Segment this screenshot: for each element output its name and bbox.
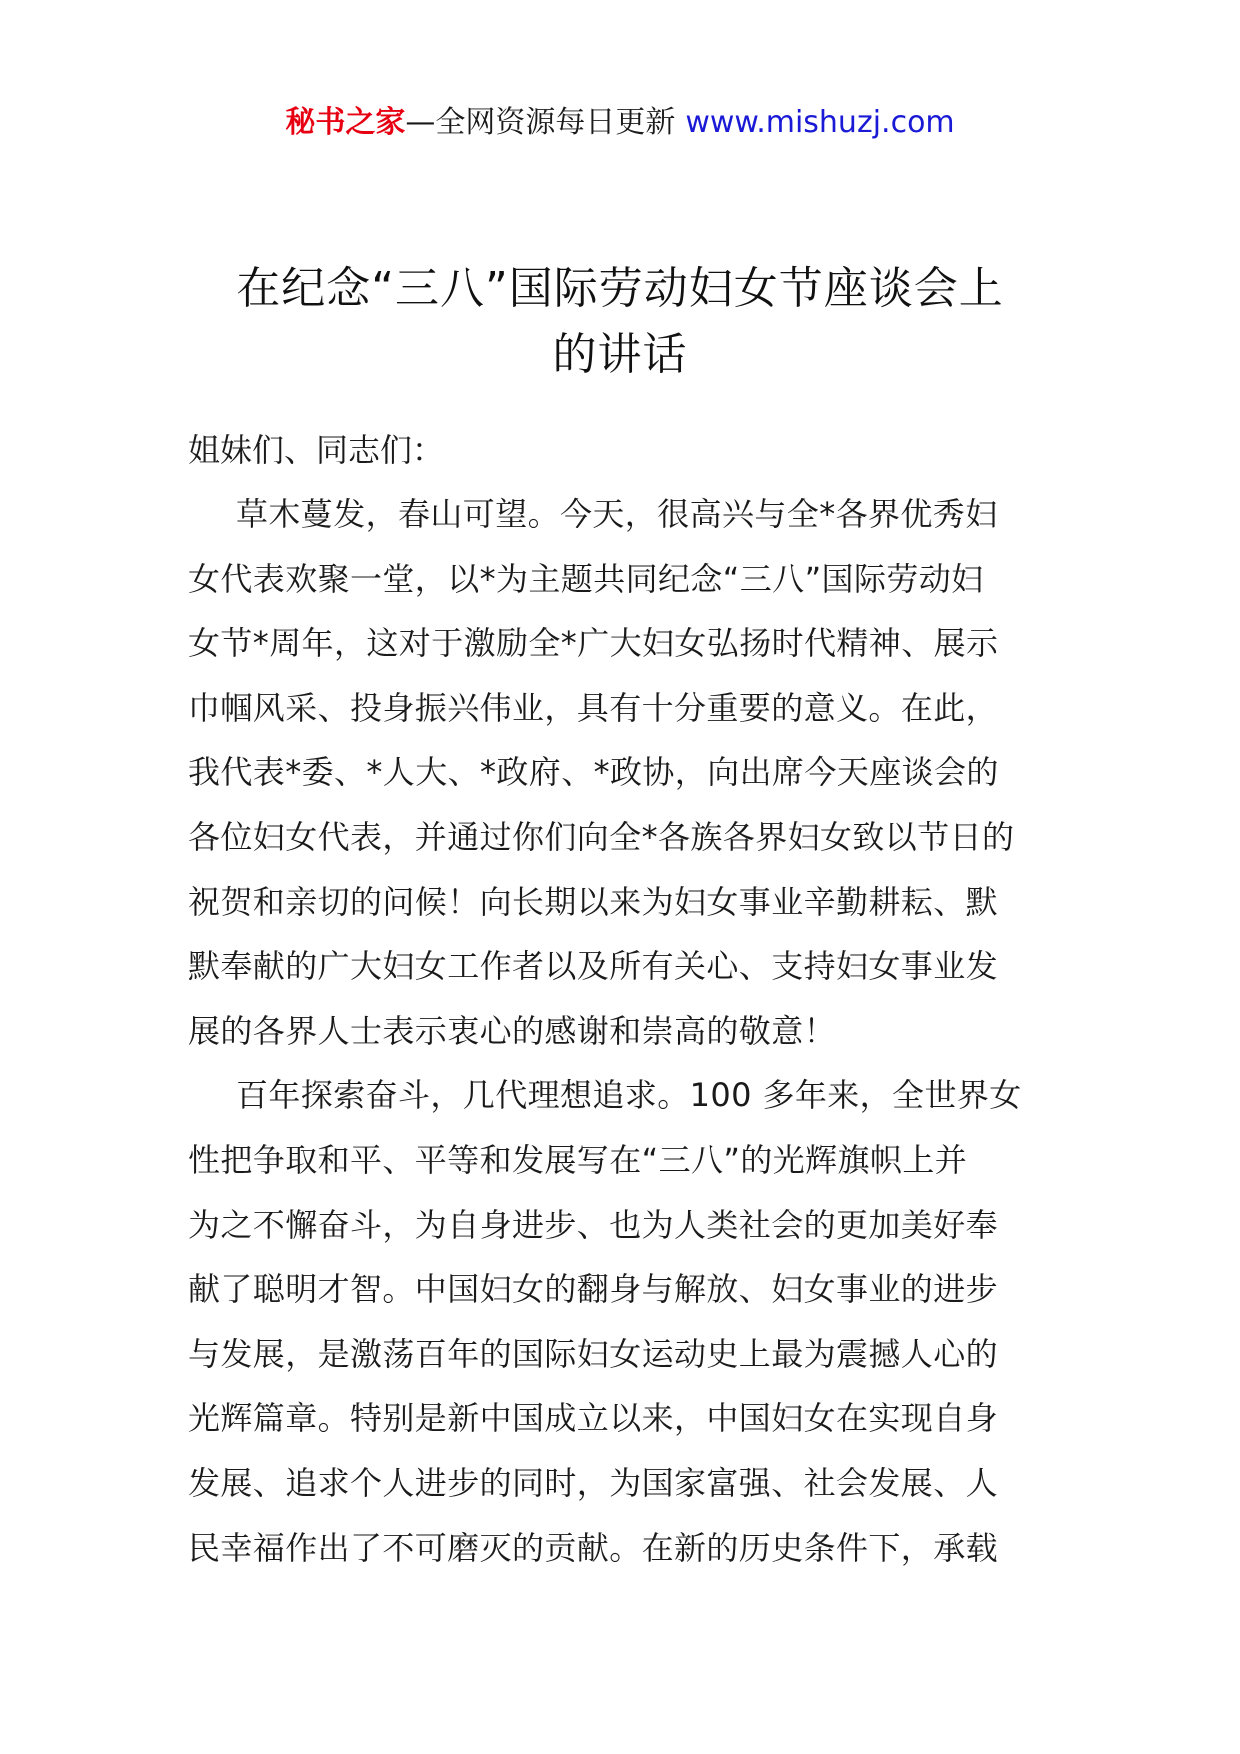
paragraph-line: 女节*周年，这对于激励全*广大妇女弘扬时代精神、展示 — [188, 624, 999, 663]
paragraph-line: 与发展，是激荡百年的国际妇女运动史上最为震撼人心的 — [188, 1334, 999, 1373]
paragraph-line: 为之不懈奋斗，为自身进步、也为人类社会的更加美好奉 — [188, 1205, 999, 1244]
site-url-link[interactable]: www.mishuzj.com — [685, 105, 955, 140]
paragraph-line: 光辉篇章。特别是新中国成立以来，中国妇女在实现自身 — [188, 1399, 999, 1438]
paragraph-line: 祝贺和亲切的问候！向长期以来为妇女事业辛勤耕耘、默 — [188, 882, 999, 921]
paragraph-2 — [188, 1063, 1058, 1580]
paragraph-line: 民幸福作出了不可磨灭的贡献。在新的历史条件下，承载 — [188, 1528, 999, 1567]
paragraph-line: 默奉献的广大妇女工作者以及所有关心、支持妇女事业发 — [188, 947, 999, 986]
document-title-line-2: 的讲话 — [552, 329, 688, 380]
paragraph-1 — [188, 482, 1058, 1063]
paragraph-line: 草木蔓发，春山可望。今天，很高兴与全*各界优秀妇 — [236, 495, 998, 533]
brand-name: 秘书之家 — [285, 105, 406, 140]
paragraph-line: 性把争取和平、平等和发展写在“三八”的光辉旗帜上并 — [188, 1140, 968, 1179]
paragraph-line: 各位妇女代表，并通过你们向全*各族各界妇女致以节日的 — [188, 817, 1015, 856]
paragraph-line: 展的各界人士表示衷心的感谢和崇高的敬意！ — [188, 1011, 837, 1050]
paragraph-line: 巾帼风采、投身振兴伟业，具有十分重要的意义。在此， — [188, 688, 999, 727]
paragraph-line: 我代表*委、*人大、*政府、*政协，向出席今天座谈会的 — [188, 753, 999, 792]
header-slogan: —全网资源每日更新 — [405, 105, 676, 140]
paragraph-line: 献了聪明才智。中国妇女的翻身与解放、妇女事业的进步 — [188, 1270, 999, 1309]
document-title-line-1: 在纪念“三八”国际劳动妇女节座谈会上 — [236, 263, 1004, 314]
document-title — [190, 256, 1050, 388]
document-body — [188, 482, 1058, 1580]
paragraph-line: 百年探索奋斗，几代理想追求。100 多年来，全世界女 — [236, 1076, 1022, 1115]
paragraph-line: 女代表欢聚一堂，以*为主题共同纪念“三八”国际劳动妇 — [188, 559, 984, 598]
paragraph-line: 发展、追求个人进步的同时，为国家富强、社会发展、人 — [188, 1463, 999, 1502]
salutation: 姐妹们、同志们： — [188, 431, 445, 469]
site-header — [0, 100, 1240, 146]
